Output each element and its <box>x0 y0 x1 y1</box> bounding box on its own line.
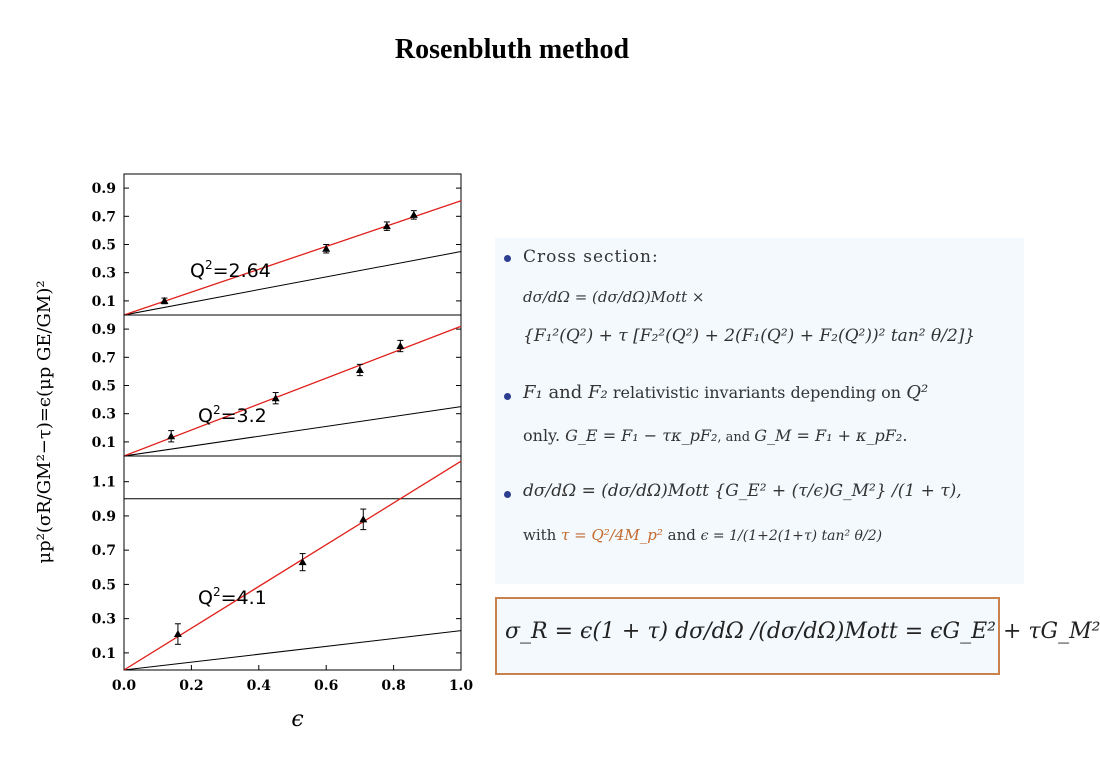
invariants-text: relativistic invariants depending on <box>607 383 907 402</box>
y-tick-label: 0.3 <box>91 406 116 423</box>
tau-definition: τ = Q²/4M_p² <box>561 526 663 544</box>
data-point <box>174 630 182 637</box>
reference-line <box>124 407 461 456</box>
panel-label-2: $Q^2=3.2$ <box>198 403 267 427</box>
and-word: and <box>542 382 589 403</box>
bullet-1-formula-line-2: {F₁²(Q²) + τ [F₂²(Q²) + 2(F₁(Q²) + F₂(Q²))² tan² θ/2]} <box>523 326 976 346</box>
x-tick-label: 0.6 <box>314 678 339 694</box>
bullet-2-line-1 <box>523 382 928 403</box>
bullet-3-formula: dσ/dΩ = (dσ/dΩ)Mott {G_E² + (τ/ϵ)G_M²} /(1 + τ), <box>523 481 962 501</box>
y-tick-label: 0.1 <box>91 645 116 662</box>
fit-line <box>124 326 461 456</box>
y-tick-label: 0.9 <box>91 181 116 198</box>
notes-panel <box>495 238 1024 584</box>
y-tick-label: 0.7 <box>91 350 116 367</box>
panel-frame-1 <box>124 174 461 315</box>
x-tick-label: 0.4 <box>246 678 271 694</box>
panel-label-1: $Q^2=2.64$ <box>190 258 271 282</box>
period: . <box>902 426 908 445</box>
fit-line <box>124 461 461 670</box>
data-point <box>356 366 364 373</box>
slide-title: Rosenbluth method <box>394 34 630 65</box>
x-tick-label: 0.2 <box>179 678 204 694</box>
x-tick-label: 0.0 <box>111 678 137 694</box>
ge-definition: G_E = F₁ − τκ_pF₂ <box>565 426 718 445</box>
y-tick-label: 0.9 <box>91 322 116 339</box>
f2-symbol: F₂ <box>588 382 608 403</box>
data-point <box>396 342 404 349</box>
y-tick-label: 0.9 <box>91 508 116 525</box>
epsilon-definition: ϵ = 1/(1+2(1+τ) tan² θ/2) <box>700 528 883 544</box>
data-point <box>167 432 175 439</box>
y-tick-label: 0.7 <box>91 543 116 560</box>
panel-frame-3 <box>124 456 461 670</box>
and-word-2: and <box>662 526 701 544</box>
bullet-2 <box>504 393 511 400</box>
reduced-cross-section-box <box>495 597 1100 675</box>
data-point <box>359 515 367 522</box>
data-point <box>410 211 418 218</box>
with-text: with <box>523 526 562 544</box>
fit-line <box>124 201 461 315</box>
y-tick-label: 1.1 <box>91 474 116 491</box>
bullet-2-line-2 <box>523 426 907 445</box>
data-point <box>383 222 391 229</box>
panel-frame-2 <box>124 315 461 456</box>
bullet-1 <box>504 255 511 262</box>
bullet-1-text: Cross section: <box>523 247 659 267</box>
gm-definition: G_M = F₁ + κ_pF₂ <box>754 426 903 445</box>
y-tick-label: 0.7 <box>91 209 116 226</box>
y-tick-label: 0.1 <box>91 293 116 310</box>
y-tick-label: 0.3 <box>91 265 116 282</box>
only-text: only. <box>523 426 566 445</box>
and-text: , and <box>717 430 755 445</box>
reference-line <box>124 252 461 315</box>
f1-symbol: F₁ <box>523 382 543 403</box>
y-tick-label: 0.3 <box>91 611 116 628</box>
x-tick-label: 0.8 <box>381 678 406 694</box>
x-axis-label: ϵ <box>291 707 304 732</box>
y-tick-label: 0.5 <box>91 577 116 594</box>
data-point <box>272 394 280 401</box>
panel-label-3: $Q^2=4.1$ <box>198 585 267 609</box>
y-tick-label: 0.5 <box>91 237 116 254</box>
y-tick-label: 0.1 <box>91 434 116 451</box>
y-axis-label: μp²(σR/GM²−τ)=ϵ(μp GE/GM)² <box>34 280 55 564</box>
rosenbluth-chart <box>20 160 490 740</box>
bullet-1-formula-line-1: dσ/dΩ = (dσ/dΩ)Mott × <box>523 288 705 306</box>
bullet-3-line-2 <box>523 526 882 544</box>
reduced-cross-section-formula: σ_R = ϵ(1 + τ) dσ/dΩ /(dσ/dΩ)Mott = ϵG_E² + τG_M² <box>505 619 1100 644</box>
x-tick-label: 1.0 <box>448 678 474 694</box>
y-tick-label: 0.5 <box>91 378 116 395</box>
bullet-3 <box>504 491 511 498</box>
q2-symbol: Q² <box>906 382 929 403</box>
